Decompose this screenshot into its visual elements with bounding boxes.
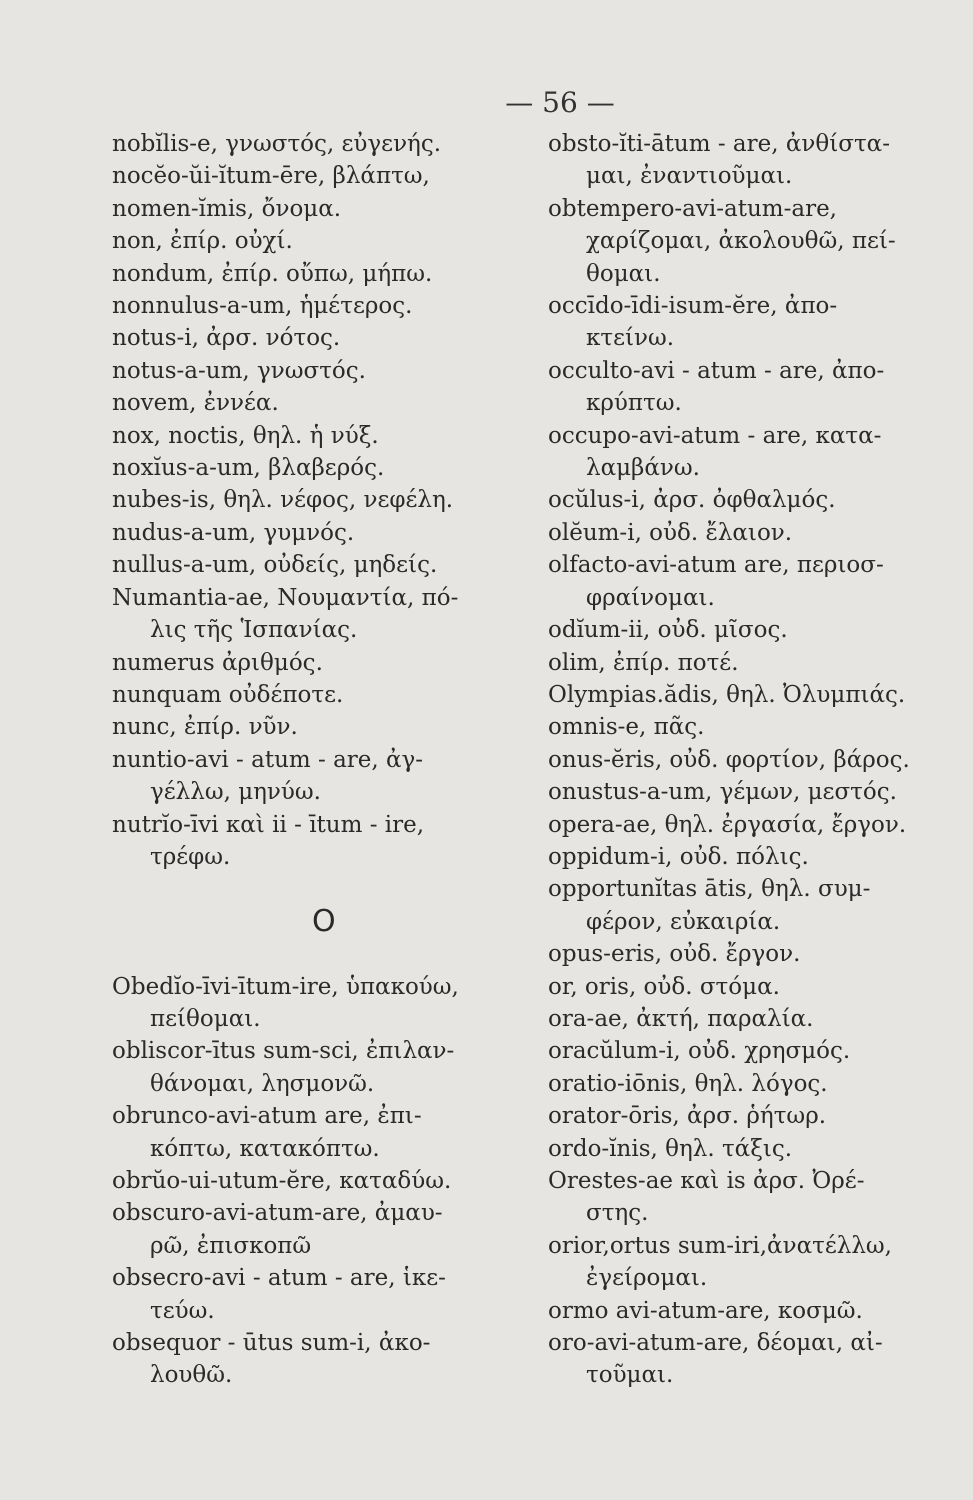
dictionary-line: τεύω. xyxy=(150,1297,215,1324)
dictionary-line: olfacto-avi-atum are, περιοσ- xyxy=(548,552,884,579)
dictionary-line: μαι, ἐναντιοῦμαι. xyxy=(586,163,793,190)
dictionary-line: nunquam οὐδέποτε. xyxy=(112,681,344,708)
dictionary-line: ocŭlus-i, ἀρσ. ὀφθαλμός. xyxy=(548,487,836,514)
dictionary-line: χαρίζομαι, ἀκολουθῶ, πεί- xyxy=(586,228,896,255)
dictionary-line: κτείνω. xyxy=(586,325,675,352)
dictionary-line: Orestes-ae καὶ is ἀρσ. Ὀρέ- xyxy=(548,1168,865,1194)
dictionary-line: or, oris, οὐδ. στόμα. xyxy=(548,973,780,1000)
dictionary-line: nomen-ĭmis, ὄνομα. xyxy=(112,195,342,222)
dictionary-line: στης. xyxy=(586,1200,649,1227)
dictionary-line: obrŭo-ui-utum-ĕre, καταδύω. xyxy=(112,1167,452,1194)
dictionary-line: numerus ἀριθμός. xyxy=(112,649,323,676)
dictionary-line: notus-i, ἀρσ. νότος. xyxy=(112,325,341,352)
dictionary-line: nudus-a-um, γυμνός. xyxy=(112,519,355,546)
dictionary-line: ἐγείρομαι. xyxy=(586,1265,708,1292)
dictionary-line: λουθῶ. xyxy=(150,1362,233,1389)
dictionary-line: onus-ĕris, οὐδ. φορτίον, βάρος. xyxy=(548,746,910,773)
dictionary-line xyxy=(112,873,542,905)
dictionary-line: κρύπτω. xyxy=(586,390,682,417)
dictionary-line: nobĭlis-e, γνωστός, εὐγενής. xyxy=(112,131,442,157)
dictionary-line: ora-ae, ἀκτή, παραλία. xyxy=(548,1005,814,1032)
dictionary-line: opportunĭtas ātis, θηλ. συμ- xyxy=(548,876,871,903)
dictionary-line: opera-ae, θηλ. ἐργασία, ἔργον. xyxy=(548,811,907,838)
dictionary-line: Obedĭo-īvi-ītum-ire, ὑπακούω, xyxy=(112,973,459,1000)
dictionary-line: κόπτω, κατακόπτω. xyxy=(150,1135,380,1162)
dictionary-line: γέλλω, μηνύω. xyxy=(150,779,321,806)
dictionary-line xyxy=(112,938,542,970)
dictionary-line: obtempero-avi-atum-are, xyxy=(548,195,837,222)
dictionary-line: obsto-ĭti-ātum - are, ἀνθίστα- xyxy=(548,131,890,157)
dictionary-line: nutrĭo-īvi καὶ ii - ītum - ire, xyxy=(112,811,425,838)
dictionary-line: opus-eris, οὐδ. ἔργον. xyxy=(548,941,801,968)
dictionary-line: oracŭlum-i, οὐδ. χρησμός. xyxy=(548,1038,851,1065)
dictionary-line: Numantia-ae, Νουμαντία, πό- xyxy=(112,584,459,611)
section-letter: O xyxy=(312,905,336,939)
dictionary-line: obliscor-ītus sum-sci, ἐπιλαν- xyxy=(112,1038,455,1065)
dictionary-line: nonnulus-a-um, ἡμέτερος. xyxy=(112,293,413,320)
dictionary-line: ρῶ, ἐπισκοπῶ xyxy=(150,1232,312,1259)
dictionary-line: τοῦμαι. xyxy=(586,1362,674,1389)
dictionary-line: Olympias.ădis, θηλ. Ὀλυμπιάς. xyxy=(548,681,906,708)
dictionary-line: onustus-a-um, γέμων, μεστός. xyxy=(548,779,897,806)
left-column xyxy=(112,128,542,1392)
dictionary-line: πείθομαι. xyxy=(150,1005,261,1032)
dictionary-line: θάνομαι, λησμονῶ. xyxy=(150,1070,375,1097)
dictionary-line: ormo avi-atum-are, κοσμῶ. xyxy=(548,1297,863,1324)
dictionary-line: φραίνομαι. xyxy=(586,584,715,611)
dictionary-line: occulto-avi - atum - are, ἀπο- xyxy=(548,357,885,384)
dictionary-line: λις τῆς Ἱσπανίας. xyxy=(150,617,358,644)
dictionary-line: θομαι. xyxy=(586,260,661,287)
dictionary-line: nunc, ἐπίρ. νῦν. xyxy=(112,714,298,741)
dictionary-line: nuntio-avi - atum - are, ἀγ- xyxy=(112,746,424,773)
dictionary-line: orior,ortus sum-iri,ἀνατέλλω, xyxy=(548,1232,892,1259)
dictionary-line: novem, ἐννέα. xyxy=(112,390,279,417)
dictionary-line: occīdo-īdi-isum-ĕre, ἀπο- xyxy=(548,293,838,320)
dictionary-line: ordo-ĭnis, θηλ. τάξις. xyxy=(548,1135,793,1162)
dictionary-line: oro-avi-atum-are, δέομαι, αἰ- xyxy=(548,1330,883,1357)
dictionary-line: nondum, ἐπίρ. οὔπω, μήπω. xyxy=(112,260,433,287)
dictionary-line: obscuro-avi-atum-are, ἀμαυ- xyxy=(112,1200,443,1227)
dictionary-line: olĕum-i, οὐδ. ἔλαιον. xyxy=(548,519,793,546)
dictionary-line: τρέφω. xyxy=(150,843,231,870)
dictionary-line: nullus-a-um, οὐδείς, μηδείς. xyxy=(112,552,438,579)
dictionary-line: obsecro-avi - atum - are, ἱκε- xyxy=(112,1265,446,1292)
dictionary-line: oratio-iōnis, θηλ. λόγος. xyxy=(548,1070,828,1097)
dictionary-line: occupo-avi-atum - are, κατα- xyxy=(548,422,882,449)
dictionary-line: non, ἐπίρ. οὐχί. xyxy=(112,228,293,255)
dictionary-line: nocĕo-ŭi-ĭtum-ēre, βλάπτω, xyxy=(112,163,430,190)
dictionary-line: noxĭus-a-um, βλαβερός. xyxy=(112,455,385,482)
dictionary-line: nubes-is, θηλ. νέφος, νεφέλη. xyxy=(112,487,454,514)
dictionary-line: odĭum-ii, οὐδ. μῖσος. xyxy=(548,617,788,644)
dictionary-line: oppidum-i, οὐδ. πόλις. xyxy=(548,843,809,870)
dictionary-line: omnis-e, πᾶς. xyxy=(548,714,705,741)
dictionary-line: orator-ōris, ἀρσ. ῥήτωρ. xyxy=(548,1103,827,1130)
dictionary-line: obrunco-avi-atum are, ἐπι- xyxy=(112,1103,422,1130)
right-column xyxy=(548,128,968,1392)
dictionary-line: nox, noctis, θηλ. ἡ νύξ. xyxy=(112,422,379,449)
page-number: — 56 — xyxy=(505,86,615,119)
dictionary-line: olim, ἐπίρ. ποτέ. xyxy=(548,649,739,676)
dictionary-line: φέρον, εὐκαιρία. xyxy=(586,908,781,935)
dictionary-line: obsequor - ūtus sum-i, ἀκο- xyxy=(112,1330,431,1356)
dictionary-line: notus-a-um, γνωστός. xyxy=(112,357,366,384)
dictionary-line: λαμβάνω. xyxy=(586,455,700,482)
